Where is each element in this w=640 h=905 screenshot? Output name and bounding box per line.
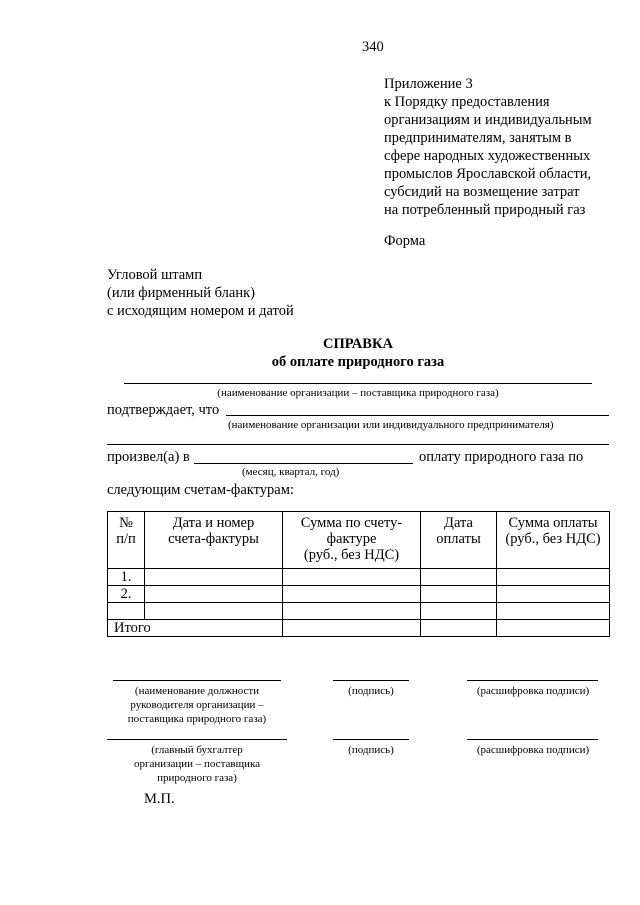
table-row bbox=[108, 569, 610, 586]
seal-label: М.П. bbox=[144, 791, 175, 807]
table-total-row bbox=[108, 620, 610, 637]
table-row bbox=[108, 603, 610, 620]
head-decoding-line bbox=[467, 680, 598, 681]
table-cell bbox=[497, 603, 610, 620]
table-cell bbox=[497, 586, 610, 603]
recipient-hint: (наименование организации или индивидуального предпринимателя) bbox=[228, 419, 554, 431]
head-position-hint: (наименование должности руководителя организации – поставщика природного газа) bbox=[127, 685, 267, 725]
accountant-line bbox=[107, 739, 287, 740]
table-cell bbox=[283, 603, 421, 620]
table-cell bbox=[497, 569, 610, 586]
accountant-decoding-hint: (расшифровка подписи) bbox=[476, 744, 590, 756]
accountant-signature-line bbox=[333, 739, 409, 740]
head-signature-hint: (подпись) bbox=[348, 685, 394, 697]
total-label: Итого bbox=[108, 620, 283, 637]
stamp-line: Угловой штамп bbox=[107, 267, 203, 283]
recipient-name-line bbox=[226, 415, 609, 416]
table-cell: 1. bbox=[108, 569, 145, 586]
appendix-line: субсидий на возмещение затрат bbox=[384, 184, 580, 200]
head-position-line bbox=[113, 680, 281, 681]
accountant-hint: (главный бухгалтер организации – поставщика природного газа) bbox=[133, 744, 261, 784]
document-title: СПРАВКА bbox=[323, 336, 393, 352]
made-in-text: произвел(а) в bbox=[107, 449, 190, 465]
header-cell-payment-sum: Сумма оплаты (руб., без НДС) bbox=[497, 512, 610, 569]
appendix-line: промыслов Ярославской области, bbox=[384, 166, 592, 182]
table-cell bbox=[497, 620, 610, 637]
table-cell bbox=[108, 603, 145, 620]
appendix-line: на потребленный природный газ bbox=[384, 202, 586, 218]
table-cell bbox=[283, 620, 421, 637]
head-signature-line bbox=[333, 680, 409, 681]
table-cell bbox=[421, 603, 497, 620]
table-row bbox=[108, 586, 610, 603]
head-decoding-hint: (расшифровка подписи) bbox=[476, 685, 590, 697]
table-header-row bbox=[108, 512, 610, 569]
period-line bbox=[194, 463, 413, 464]
invoices-table bbox=[107, 511, 610, 637]
page-number: 340 bbox=[362, 39, 384, 55]
form-label: Форма bbox=[384, 233, 426, 249]
payment-text: оплату природного газа по bbox=[419, 449, 584, 465]
table-cell bbox=[421, 569, 497, 586]
stamp-line: (или фирменный бланк) bbox=[107, 285, 255, 301]
appendix-line: к Порядку предоставления bbox=[384, 94, 550, 110]
table-cell bbox=[283, 586, 421, 603]
stamp-line: с исходящим номером и датой bbox=[107, 303, 294, 319]
period-hint: (месяц, квартал, год) bbox=[242, 466, 340, 478]
table-cell bbox=[145, 586, 283, 603]
header-cell-invoice: Дата и номер счета-фактуры bbox=[145, 512, 283, 569]
supplier-name-line bbox=[124, 383, 592, 384]
appendix-line: сфере народных художественных bbox=[384, 148, 591, 164]
appendix-line: предпринимателям, занятым в bbox=[384, 130, 572, 146]
table-cell bbox=[145, 603, 283, 620]
table-cell bbox=[421, 620, 497, 637]
invoices-text: следующим счетам-фактурам: bbox=[107, 482, 294, 498]
appendix-line: Приложение 3 bbox=[384, 76, 473, 92]
header-cell-invoice-sum: Сумма по счету- фактуре (руб., без НДС) bbox=[283, 512, 421, 569]
recipient-continuation-line bbox=[107, 444, 609, 445]
table-cell bbox=[283, 569, 421, 586]
supplier-hint: (наименование организации – поставщика природного газа) bbox=[217, 387, 499, 399]
header-cell-payment-date: Дата оплаты bbox=[421, 512, 497, 569]
header-cell-number: № п/п bbox=[108, 512, 145, 569]
accountant-signature-hint: (подпись) bbox=[348, 744, 394, 756]
table-cell bbox=[421, 586, 497, 603]
confirms-text: подтверждает, что bbox=[107, 402, 220, 418]
appendix-line: организациям и индивидуальным bbox=[384, 112, 592, 128]
table-cell: 2. bbox=[108, 586, 145, 603]
accountant-decoding-line bbox=[467, 739, 598, 740]
table-cell bbox=[145, 569, 283, 586]
document-subtitle: об оплате природного газа bbox=[271, 354, 445, 370]
